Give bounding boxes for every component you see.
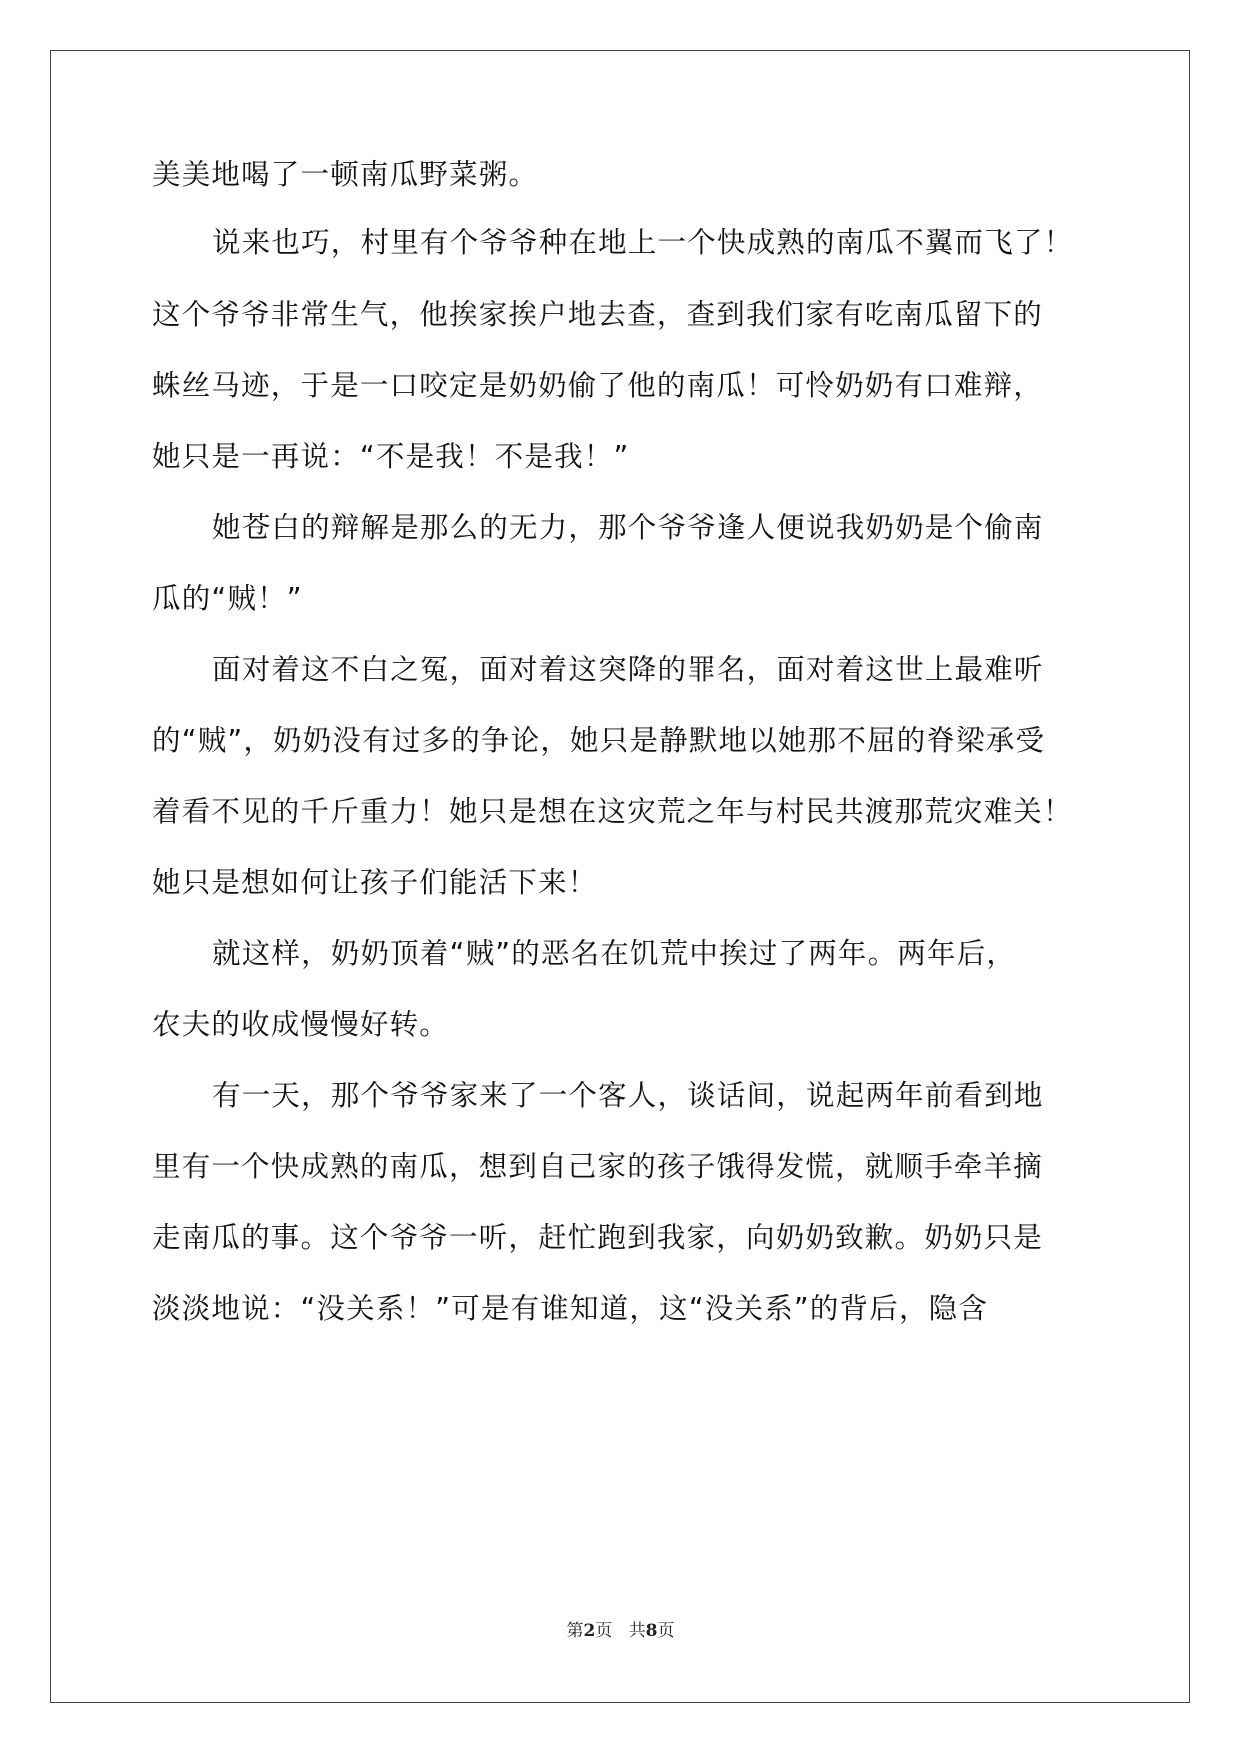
text-line-9: 的“贼”，奶奶没有过多的争论，她只是静默地以她那不屈的脊梁承受: [152, 724, 1046, 757]
text-line-13: 农夫的收成慢慢好转。: [152, 1008, 450, 1041]
text-line-12: 就这样，奶奶顶着“贼”的恶名在饥荒中挨过了两年。两年后，: [212, 937, 1017, 970]
text-line-2: 说来也巧，村里有个爷爷种在地上一个快成熟的南瓜不翼而飞了！: [212, 226, 1074, 259]
text-line-6: 她苍白的辩解是那么的无力，那个爷爷逢人便说我奶奶是个偷南: [212, 511, 1044, 544]
footer-page-suffix: 页: [595, 1621, 613, 1641]
footer-page-number: 2: [583, 1621, 596, 1641]
text-line-4: 蛛丝马迹，于是一口咬定是奶奶偷了他的南瓜！可怜奶奶有口难辩，: [152, 369, 1044, 402]
text-line-7: 瓜的“贼！”: [152, 582, 303, 615]
page-footer: [0, 1616, 1241, 1641]
text-line-1: 美美地喝了一顿南瓜野菜粥。: [152, 158, 539, 191]
text-line-14: 有一天，那个爷爷家来了一个客人，谈话间，说起两年前看到地: [212, 1079, 1044, 1112]
text-line-10: 着看不见的千斤重力！她只是想在这灾荒之年与村民共渡那荒灾难关！: [152, 795, 1073, 828]
text-line-17: 淡淡地说：“没关系！”可是有谁知道，这“没关系”的背后，隐含: [152, 1292, 989, 1325]
text-line-3: 这个爷爷非常生气，他挨家挨户地去查，查到我们家有吃南瓜留下的: [152, 298, 1044, 331]
text-line-5: 她只是一再说：“不是我！不是我！”: [152, 440, 630, 473]
text-line-11: 她只是想如何让孩子们能活下来！: [152, 866, 598, 899]
footer-prefix: 第: [566, 1621, 584, 1641]
text-line-16: 走南瓜的事。这个爷爷一听，赶忙跑到我家，向奶奶致歉。奶奶只是: [152, 1221, 1044, 1254]
text-line-15: 里有一个快成熟的南瓜，想到自己家的孩子饿得发慌，就顺手牵羊摘: [152, 1150, 1044, 1183]
footer-total-pages: 8: [645, 1621, 658, 1641]
footer-total-suffix: 页: [657, 1621, 675, 1641]
footer-total-prefix: 共: [628, 1621, 646, 1641]
text-line-8: 面对着这不白之冤，面对着这突降的罪名，面对着这世上最难听: [212, 653, 1044, 686]
